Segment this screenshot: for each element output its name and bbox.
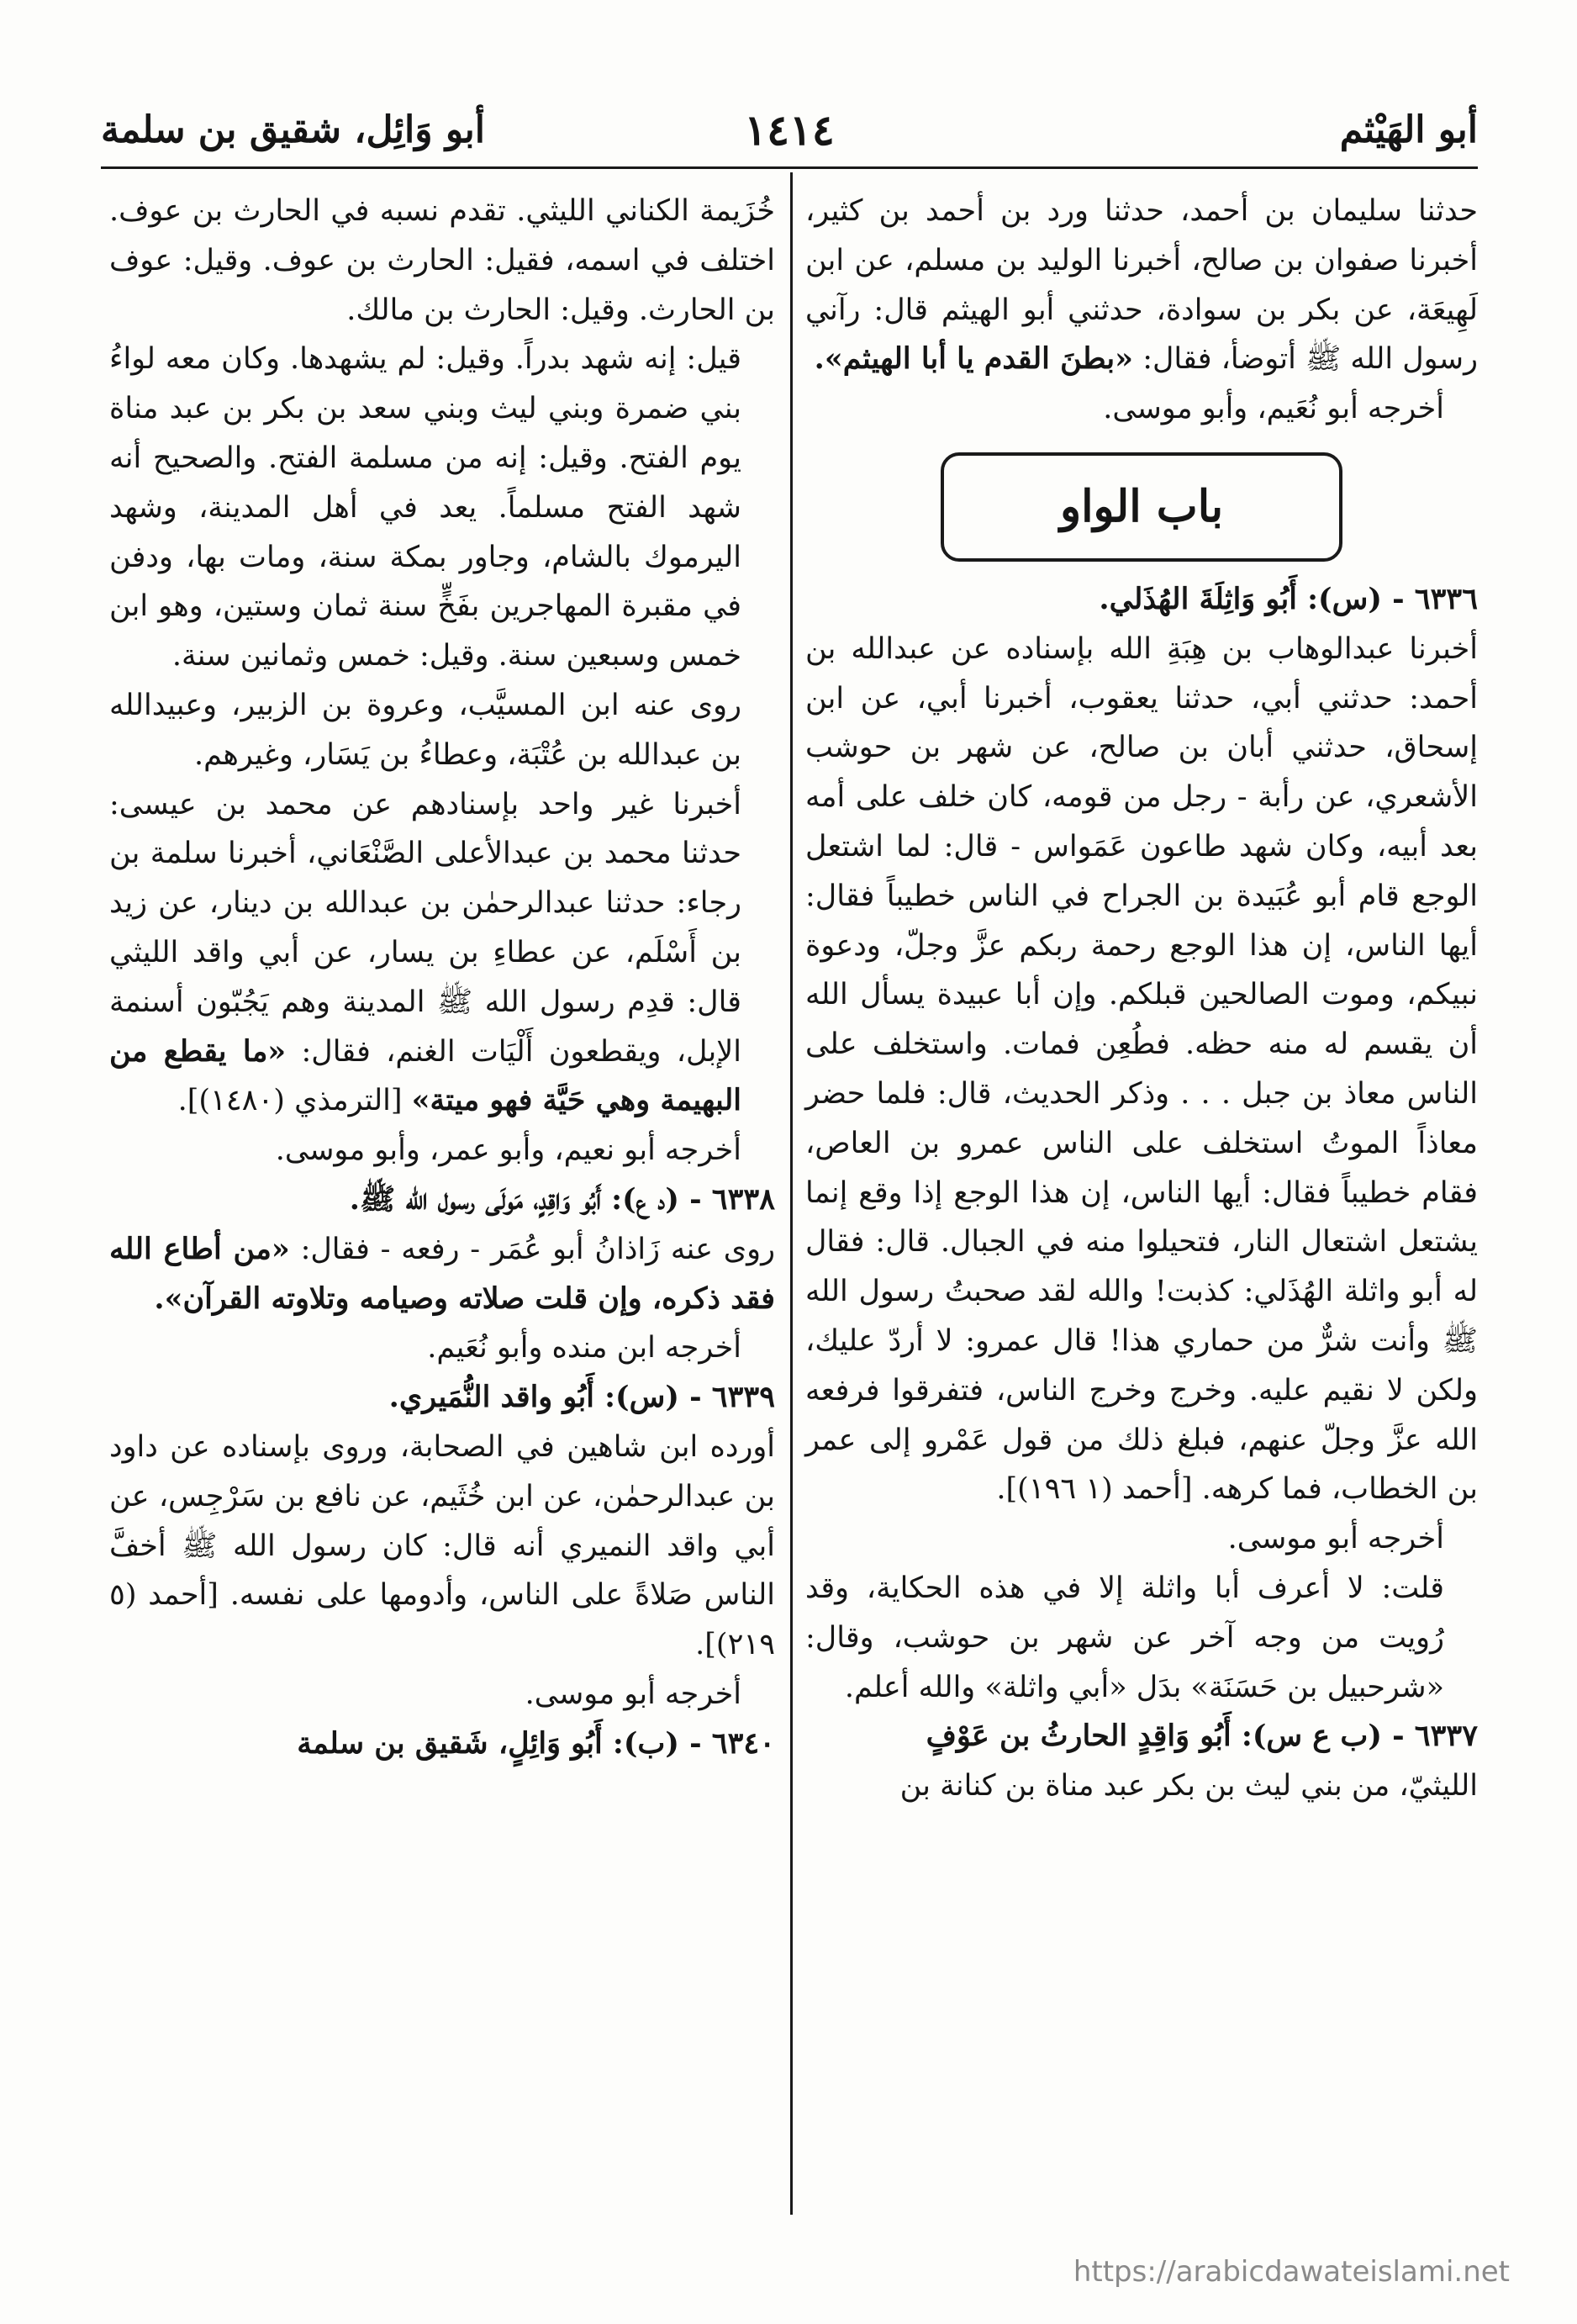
paragraph: روى عنه زَاذانُ أبو عُمَر - رفعه - فقال: «من أطاع الله فقد ذكره، وإن قلت صلاته وصيامه وتلاوته القرآن». bbox=[109, 1231, 775, 1316]
reference: [الترمذي (١٤٨٠)]. bbox=[177, 1084, 403, 1118]
paragraph: أخبرنا غير واحد بإسنادهم عن محمد بن عيسى: حدثنا محمد بن عبدالأعلى الصَّنْعَاني، أخبرنا سلمة بن رجاء: حدثنا عبدالرحمٰن بن عبدالله بن دينار، عن زيد بن أَسْلَم، عن عطاءِ بن يسار، عن أبي واقد الليثي قال: قدِم رسول الله ﷺ المدينة وهم يَجُبّون أسنمة الإبل، ويقطعون أَلْيَات الغنم، فقال: «ما يقطع من البهيمة وهي حَيَّة فهو ميتة» [الترمذي (١٤٨٠)]. bbox=[109, 787, 741, 1118]
paragraph: روى عنه ابن المسيَّب، وعروة بن الزبير، وعبيدالله بن عبدالله بن عُتْبَة، وعطاءُ بن يَسَار، وغيرهم. bbox=[109, 688, 741, 772]
paragraph: حدثنا سليمان بن أحمد، حدثنا ورد بن أحمد بن كثير، أخبرنا صفوان بن صالح، أخبرنا الوليد بن مسلم، عن ابن لَهِيعَة، عن بكر بن سوادة، حدثني أبو الهيثم قال: رآني رسول الله ﷺ أتوضأ، فقال: «بطنَ القدم يا أبا الهيثم». bbox=[805, 194, 1478, 377]
paragraph: أخرجه أبو نُعَيم، وأبو موسى. bbox=[1103, 392, 1444, 426]
left-column bbox=[109, 187, 775, 2215]
page-number: ١٤١٤ bbox=[744, 104, 835, 155]
hadith-text: «بطنَ القدم يا أبا الهيثم». bbox=[814, 341, 1134, 377]
page-header bbox=[101, 99, 1478, 160]
watermark-url: https://arabicdawateislami.net bbox=[1073, 2255, 1510, 2289]
entry-title: ٦٣٣٨ - (د ع): أَبُو وَاقِدٍ، مَولَى رسول الله ﷺ. bbox=[349, 1181, 775, 1217]
entry-title: ٦٣٤٠ - (ب): أَبُو وَائِلٍ، شَقيق بن سلمة bbox=[297, 1725, 775, 1761]
entry-title: ٦٣٣٦ - (س): أَبُو وَاثِلَةَ الهُذَلي. bbox=[1099, 581, 1478, 616]
hadith-text: «من أطاع الله فقد ذكره، وإن قلت صلاته وصيامه وتلاوته القرآن». bbox=[109, 1231, 775, 1316]
entry-title: ٦٣٣٩ - (س): أَبُو واقد النُّمَيري. bbox=[388, 1380, 775, 1415]
hadith-text: «ما يقطع من البهيمة وهي حَيَّة فهو ميتة» bbox=[109, 1033, 741, 1118]
paragraph: أخبرنا عبدالوهاب بن هِبَةِ الله بإسناده عن عبدالله بن أحمد: حدثني أبي، حدثنا يعقوب، أخبرنا أبي، عن ابن إسحاق، حدثني أبان بن صالح، عن شهر بن حوشب الأشعري، عن رأبة - رجل من قومه، كان خلف على أمه بعد أبيه، وكان شهد طاعون عَمَواس - قال: لما اشتعل الوجع قام أبو عُبَيدة بن الجراح في الناس خطيباً فقال: أيها الناس، إن هذا الوجع رحمة ربكم عزَّ وجلّ، ودعوة نبيكم، وموت الصالحين قبلكم. وإن أبا عبيدة يسأل الله أن يقسم له منه حظه. فطُعِن فمات. واستخلف على الناس معاذ بن جبل . . . وذكر الحديث، قال: فلما حضر معاذاً الموتُ استخلف على الناس عمرو بن العاص، فقام خطيباً فقال: أيها الناس، إن هذا الوجع إذا وقع إنما يشتعل اشتعال النار، فتحيلوا منه في الجبال. قال: فقال له أبو واثلة الهُذَلي: كذبت! والله لقد صحبتُ رسول الله ﷺ وأنت شرٌّ من حماري هذا! قال عمرو: لا أردّ عليك، ولكن لا نقيم عليه. وخرج وخرج الناس، فتفرقوا فرفعه الله عزَّ وجلّ عنهم، فبلغ ذلك من قول عَمْرو إلى عمر بن الخطاب، فما كرهه. [أحمد (١ ١٩٦)]. bbox=[805, 631, 1478, 1507]
paragraph: أخرجه أبو نعيم، وأبو عمر، وأبو موسى. bbox=[275, 1133, 741, 1168]
column-divider bbox=[790, 172, 793, 2215]
paragraph: أورده ابن شاهين في الصحابة، وروى بإسناده عن داود بن عبدالرحمٰن، عن ابن خُثَيم، عن نافع بن سَرْجِس، عن أبي واقد النميري أنه قال: كان رسول الله ﷺ أخفَّ الناس صَلاةً على الناس، وأدومها على نفسه. [أحمد (٥ ٢١٩)]. bbox=[109, 1429, 775, 1662]
paragraph: قيل: إنه شهد بدراً. وقيل: لم يشهدها. وكان معه لواءُ بني ضمرة وبني ليث وبني سعد بن بكر بن عبد مناة يوم الفتح. وقيل: إنه من مسلمة الفتح. والصحيح أنه شهد الفتح مسلماً. يعد في أهل المدينة، وشهد اليرموك بالشام، وجاور بمكة سنة، ومات بها، ودفن في مقبرة المهاجرين بفَخٍّ سنة ثمان وستين، وهو ابن خمس وسبعين سنة. وقيل: خمس وثمانين سنة. bbox=[109, 342, 741, 673]
header-rule bbox=[101, 166, 1478, 169]
paragraph: الليثيّ، من بني ليث بن بكر عبد مناة بن كنانة بن bbox=[899, 1769, 1478, 1804]
paragraph: خُزَيمة الكناني الليثي. تقدم نسبه في الحارث بن عوف. اختلف في اسمه، فقيل: الحارث بن عوف. وقيل: عوف بن الحارث. وقيل: الحارث بن مالك. bbox=[109, 194, 775, 327]
entry-title: ٦٣٣٧ - (ب ع س): أَبُو وَاقِدٍ الحارثُ بن عَوْفٍ bbox=[926, 1719, 1478, 1754]
paragraph: أخرجه ابن منده وأبو نُعَيم. bbox=[427, 1331, 741, 1365]
paragraph: قلت: لا أعرف أبا واثلة إلا في هذه الحكاية، وقد رُويت من وجه آخر عن شهر بن حوشب، وقال: «شرحبيل بن حَسَنَة» بدَل «أبي واثلة» والله أعلم. bbox=[805, 1571, 1444, 1704]
chapter-heading: باب الواو bbox=[941, 452, 1342, 562]
header-right-title: أبو الهَيْثم bbox=[1339, 108, 1478, 151]
right-column bbox=[805, 187, 1478, 2215]
header-left-title: أبو وَائِل، شقيق بن سلمة bbox=[101, 108, 486, 151]
paragraph: أخرجه أبو موسى. bbox=[525, 1677, 741, 1711]
paragraph: أخرجه أبو موسى. bbox=[1227, 1522, 1444, 1556]
